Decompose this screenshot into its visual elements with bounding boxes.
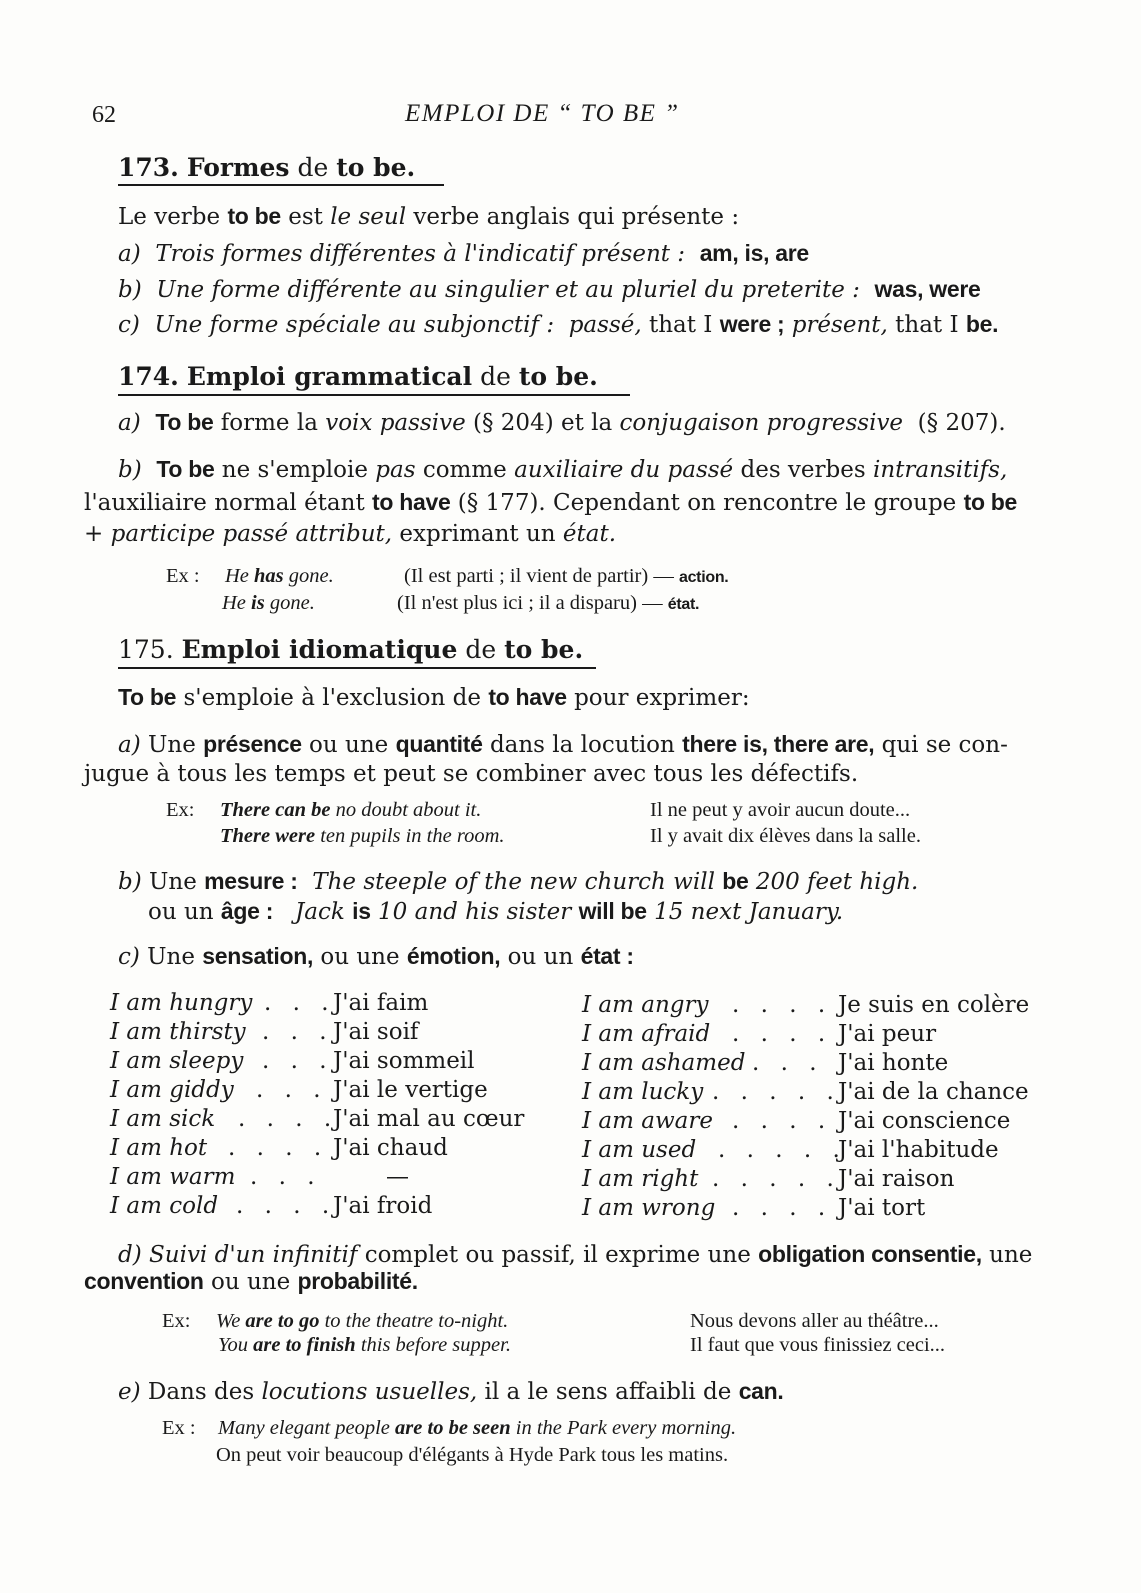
list-item-dots: . . . [250, 1164, 322, 1190]
s175-item-d-line2: convention ou une probabilité. [84, 1268, 418, 1295]
s175-d-ex-label: Ex: [162, 1310, 191, 1332]
list-item-dots: . . . . [228, 1135, 329, 1161]
list-item-dots: . . . . [732, 1108, 833, 1134]
s174-item-b-line3: + participe passé attribut, exprimant un état. [84, 521, 617, 547]
list-item-en: I am giddy [110, 1077, 234, 1103]
list-item-en: I am hot [110, 1135, 208, 1161]
list-item-fr: J'ai de la chance [838, 1079, 1029, 1105]
list-item-en: I am aware [582, 1108, 713, 1134]
list-item-fr: J'ai peur [838, 1021, 937, 1047]
list-item-dots: . . . . [236, 1193, 337, 1219]
list-item-fr: J'ai faim [333, 990, 429, 1016]
s175-a-ex-label: Ex: [166, 799, 195, 821]
s175-item-b-line2: ou un âge : Jack is 10 and his sister will be 15 next January. [148, 898, 844, 925]
s174-item-b-line2: l'auxiliaire normal étant to have (§ 177). Cependant on rencontre le groupe to be [84, 489, 1018, 516]
s175-item-d-line1: d) Suivi d'un infinitif complet ou passif, il exprime une obligation consentie, une [118, 1241, 1033, 1268]
list-item-fr: J'ai conscience [838, 1108, 1011, 1134]
s174-item-b-line1: b) To be ne s'emploie pas comme auxiliaire du passé des verbes intransitifs, [118, 456, 1008, 483]
list-item-dots: . . . . . [712, 1079, 841, 1105]
s175-item-a-line2: jugue à tous les temps et peut se combiner avec tous les défectifs. [84, 761, 859, 787]
s173-item-a: a) Trois formes différentes à l'indicatif présent : am, is, are [118, 240, 809, 267]
s175-item-a-line1: a) Une présence ou une quantité dans la locution there is, there are, qui se con- [118, 731, 1008, 758]
s173-item-c: c) Une forme spéciale au subjonctif : passé, that I were ; présent, that I be. [118, 311, 999, 338]
s175-a-ex1-en: There can be no doubt about it. [220, 799, 482, 821]
list-item-fr: J'ai le vertige [333, 1077, 488, 1103]
list-item-en: I am hungry [110, 990, 253, 1016]
list-item-fr: J'ai sommeil [333, 1048, 475, 1074]
list-item-fr: J'ai raison [838, 1166, 955, 1192]
s175-a-ex1-fr: Il ne peut y avoir aucun doute... [650, 799, 911, 821]
list-item-dots: . . . . [238, 1106, 339, 1132]
list-item-fr: J'ai mal au cœur [333, 1106, 525, 1132]
list-item-dots: . . . [264, 990, 336, 1016]
list-item-en: I am warm [110, 1164, 236, 1190]
list-item-en: I am used [582, 1137, 697, 1163]
running-title: EMPLOI DE “ TO BE ” [405, 100, 680, 127]
list-item-en: I am thirsty [110, 1019, 246, 1045]
list-item-dots: . . . . . [712, 1166, 841, 1192]
s174-ex1-en: He has gone. [225, 565, 334, 587]
s173-intro: Le verbe to be est le seul verbe anglais qui présente : [118, 203, 740, 230]
s174-ex-label: Ex : [166, 565, 200, 587]
list-item-fr: Je suis en colère [838, 992, 1030, 1018]
list-item-en: I am wrong [582, 1195, 716, 1221]
list-item-fr: J'ai l'habitude [838, 1137, 999, 1163]
list-item-dots: . . . . [732, 1021, 833, 1047]
s174-ex2-fr: (Il n'est plus ici ; il a disparu) — état. [397, 592, 700, 614]
section-173-heading: 173. Formes de to be. [118, 153, 416, 182]
list-item-dots: . . . [262, 1019, 334, 1045]
list-item-en: I am sick [110, 1106, 216, 1132]
section-174-underline [118, 394, 630, 396]
s175-e-ex-label: Ex : [162, 1417, 196, 1439]
s175-d-ex2-fr: Il faut que vous finissiez ceci... [690, 1334, 946, 1356]
list-item-dots: . . . [262, 1048, 334, 1074]
list-item-fr: J'ai froid [333, 1193, 433, 1219]
list-item-en: I am afraid [582, 1021, 711, 1047]
s174-ex2-en: He is gone. [222, 592, 315, 614]
list-item-fr: J'ai soif [333, 1019, 419, 1045]
list-item-fr: — [386, 1164, 409, 1190]
list-item-fr: J'ai honte [838, 1050, 949, 1076]
s175-d-ex1-fr: Nous devons aller au théâtre... [690, 1310, 939, 1332]
list-item-en: I am ashamed [582, 1050, 746, 1076]
list-item-dots: . . . . [732, 1195, 833, 1221]
list-item-en: I am right [582, 1166, 699, 1192]
s175-e-ex-en: Many elegant people are to be seen in the Park every morning. [218, 1417, 737, 1439]
list-item-en: I am lucky [582, 1079, 704, 1105]
list-item-dots: . . . . [732, 992, 833, 1018]
list-item-en: I am sleepy [110, 1048, 244, 1074]
s175-e-ex-fr: On peut voir beaucoup d'élégants à Hyde Park tous les matins. [216, 1444, 729, 1466]
list-item-fr: J'ai chaud [333, 1135, 448, 1161]
s174-ex1-fr: (Il est parti ; il vient de partir) — action. [404, 565, 729, 587]
s175-item-b-line1: b) Une mesure : The steeple of the new church will be 200 feet high. [118, 868, 919, 895]
s175-d-ex2-en: You are to finish this before supper. [218, 1334, 511, 1356]
list-item-fr: J'ai tort [838, 1195, 926, 1221]
s175-a-ex2-fr: Il y avait dix élèves dans la salle. [650, 825, 921, 847]
section-173-underline [118, 184, 444, 186]
list-item-en: I am angry [582, 992, 709, 1018]
list-item-dots: . . . [256, 1077, 328, 1103]
s175-a-ex2-en: There were ten pupils in the room. [220, 825, 505, 847]
s175-d-ex1-en: We are to go to the theatre to-night. [216, 1310, 509, 1332]
section-174-heading: 174. Emploi grammatical de to be. [118, 362, 598, 391]
s173-item-b: b) Une forme différente au singulier et au pluriel du preterite : was, were [118, 276, 981, 303]
page-number: 62 [92, 102, 116, 128]
s175-item-e: e) Dans des locutions usuelles, il a le sens affaibli de can. [118, 1378, 784, 1405]
list-item-en: I am cold [110, 1193, 219, 1219]
list-item-dots: . . . [752, 1050, 824, 1076]
list-item-dots: . . . . . [718, 1137, 847, 1163]
section-175-heading: 175. Emploi idiomatique de to be. [118, 635, 584, 664]
s175-intro: To be s'emploie à l'exclusion de to have pour exprimer: [118, 684, 750, 711]
section-175-underline [118, 667, 596, 669]
s175-item-c: c) Une sensation, ou une émotion, ou un état : [118, 943, 634, 970]
s174-item-a: a) To be forme la voix passive (§ 204) et la conjugaison progressive (§ 207). [118, 409, 1006, 436]
